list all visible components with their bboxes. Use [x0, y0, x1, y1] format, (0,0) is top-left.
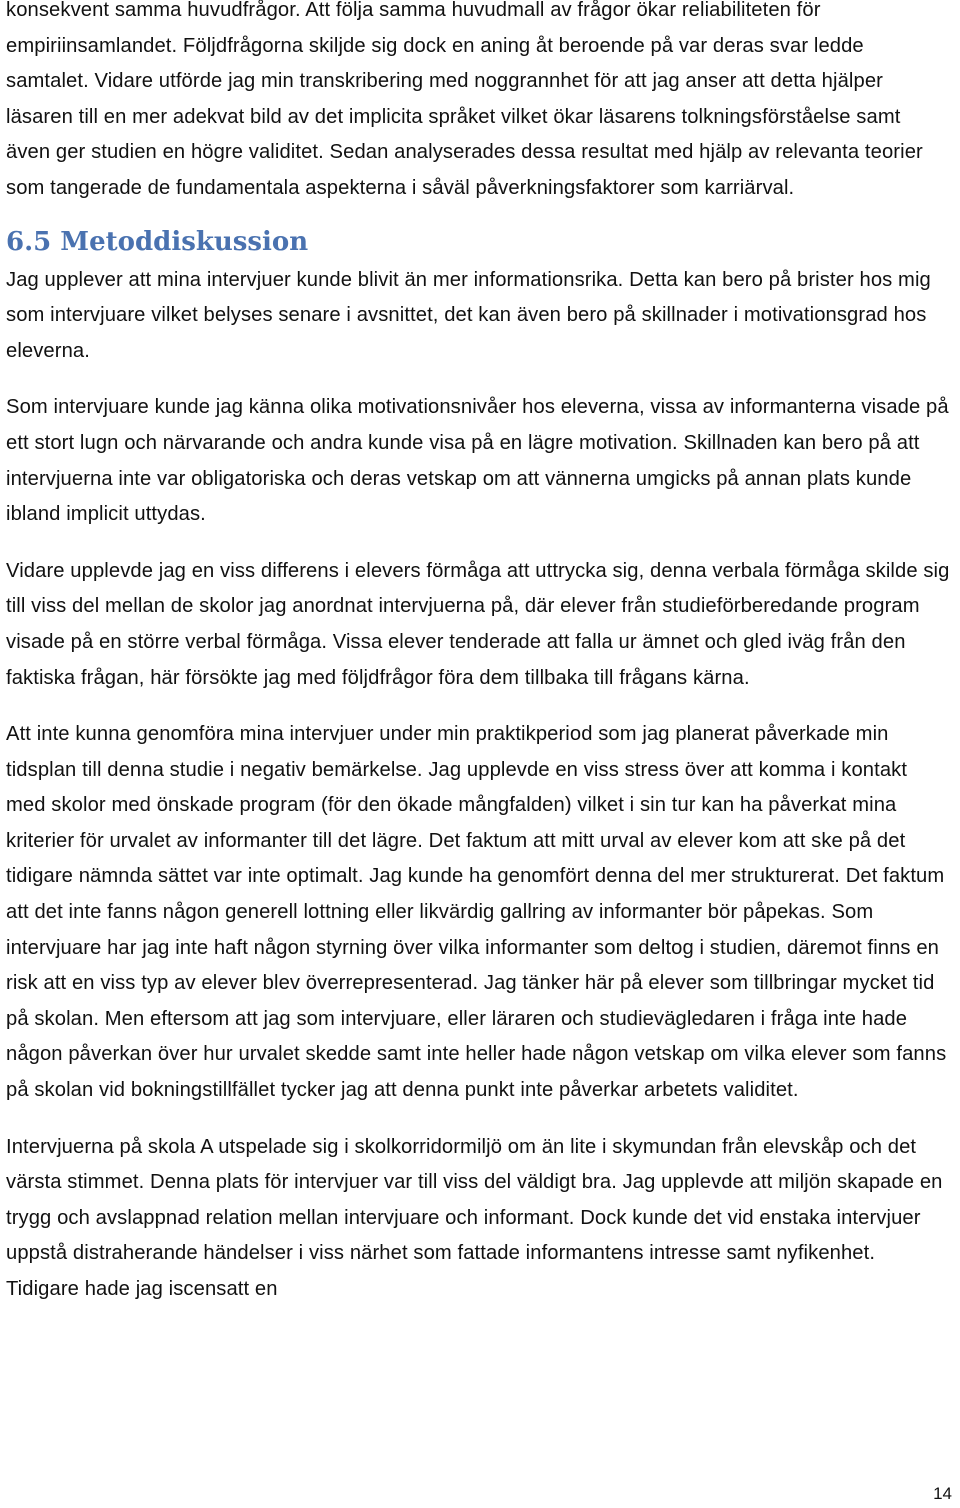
paragraph-selection: Att inte kunna genomföra mina intervjuer under min praktikperiod som jag planerat påverkade min tidsplan till denna studie i negativ bemärkelse. Jag upplevde en viss stress över att komma i kontakt med skolor med önskade program (för den ökade mångfalden) vilket i sin tur kan ha påverkat mina kriterier för urvalet av informanter till det lägre. Det faktum att mitt urval av elever kom att ske på det tidigare nämnda sättet var inte optimalt. Jag kunde ha genomfört denna del mer strukturerat. Det faktum att det inte fanns någon generell lottning eller likvärdig gallring av informanter bör påpekas. Som intervjuare har jag inte haft någon styrning över vilka informanter som deltog i studien, däremot finns en risk att en viss typ av elever blev överrepresenterad. Jag tänker här på elever som tillbringar mycket tid på skolan. Men eftersom att jag som intervjuare, eller läraren och studievägledaren i fråga inte hade någon påverkan över hur urvalet skedde samt inte heller hade någon vetskap om vilka elever som fanns på skolan vid bokningstillfället tycker jag att denna punkt inte påverkar arbetets validitet.: [6, 723, 947, 1102]
page-number: 14: [933, 1484, 952, 1503]
section-heading-6-5: [6, 224, 950, 260]
section-number: 6.5: [6, 226, 52, 257]
paragraph-interview-quality: Jag upplever att mina intervjuer kunde blivit än mer informationsrika. Detta kan bero på brister hos mig som intervjuare vilket belyses senare i avsnittet, det kan även bero på skillnader i motivationsgrad hos eleverna.: [6, 268, 931, 362]
paragraph-method-continuation: konsekvent samma huvudfrågor. Att följa samma huvudmall av frågor ökar reliabiliteten för empiriinsamlandet. Följdfrågorna skiljde sig dock en aning åt beroende på var deras svar ledde samtalet. Vidare utförde jag min transkribering med noggrannhet för att jag anser att detta hjälper läsaren till en mer adekvat bild av det implicita språket vilket ökar läsarens tolkningsförståelse samt även ger studien en högre validitet. Sedan analyserades dessa resultat med hjälp av relevanta teorier som tangerade de fundamentala aspekterna i såväl påverkningsfaktorer som karriärval.: [6, 0, 923, 199]
paragraph-interview-environment: Intervjuerna på skola A utspelade sig i skolkorridormiljö om än lite i skymundan från elevskåp och det värsta stimmet. Denna plats för intervjuer var till viss del väldigt bra. Jag upplevde att miljön skapade en trygg och avslappnad relation mellan intervjuare och informant. Dock kunde det vid enstaka intervjuer uppstå distraherande händelser i viss närhet som fattade informantens intresse samt nyfikenhet. Tidigare hade jag iscensatt en: [6, 1135, 943, 1300]
paragraph-motivation: Som intervjuare kunde jag känna olika motivationsnivåer hos eleverna, vissa av informanterna visade på ett stort lugn och närvarande och andra kunde visa på en lägre motivation. Skillnaden kan bero på att intervjuerna inte var obligatoriska och deras vetskap om att vännerna umgicks på annan plats kunde ibland implicit uttydas.: [6, 396, 949, 526]
section-title: Metoddiskussion: [60, 226, 309, 257]
document-page: [6, 0, 950, 1308]
paragraph-verbal-ability: Vidare upplevde jag en viss differens i elevers förmåga att uttrycka sig, denna verbala förmåga skilde sig till viss del mellan de skolor jag anordnat intervjuerna på, där elever från studieförberedande program visade på en större verbal förmåga. Vissa elever tenderade att falla ur ämnet och gled iväg från den faktiska frågan, här försökte jag med följdfrågor föra dem tillbaka till frågans kärna.: [6, 559, 950, 689]
